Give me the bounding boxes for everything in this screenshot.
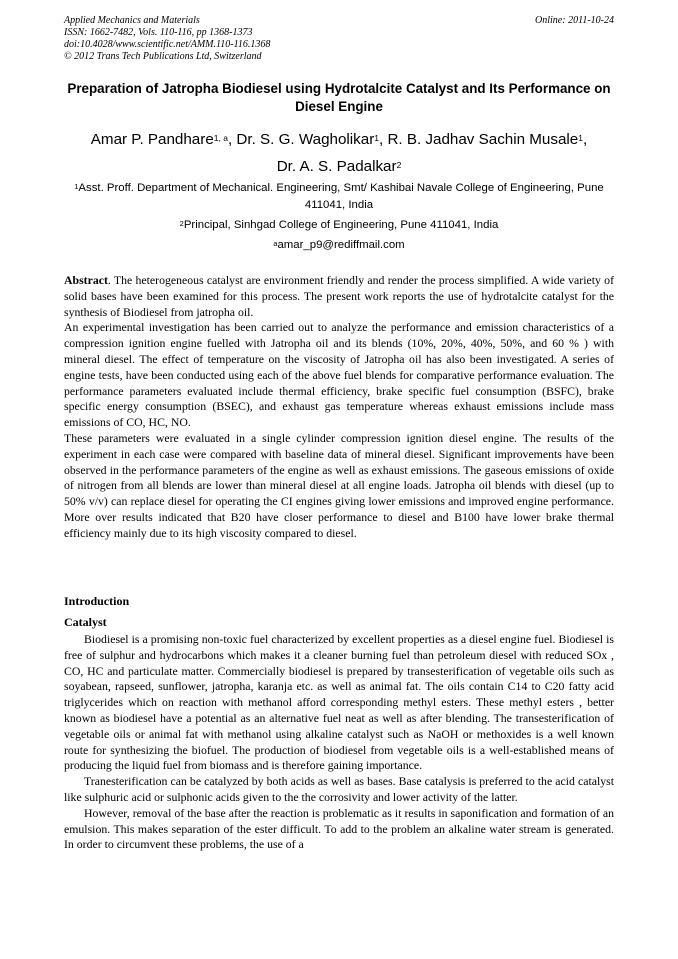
affiliation-text: Principal, Sinhgad College of Engineering, Pune 411041, India	[183, 219, 499, 231]
author-separator: ,	[379, 131, 388, 148]
author-list	[64, 127, 614, 181]
abstract-paragraph-2: An experimental investigation has been carried out to analyze the performance and emission characteristics of a compression ignition engine fuelled with Jatropha oil and its blends (10%, 20%, 40%, 50%, and 60 % ) with mineral diesel. The effect of temperature on the viscosity of Jatropha oil has also been investigated. A series of engine tests, have been conducted using each of the above fuel blends for comparative performance evaluation. The performance parameters evaluated include thermal efficiency, brake specific fuel consumption (BSFC), brake specific energy consumption (BSEC), and exhaust gas temperature whereas exhaust emissions include mass emissions of CO, HC, NO.	[64, 320, 614, 430]
author-superscript: 1	[578, 133, 583, 143]
abstract-paragraph-1	[64, 273, 614, 320]
doi-line: doi:10.4028/www.scientific.net/AMM.110-116.1368	[64, 39, 271, 50]
affiliation-1	[64, 180, 614, 213]
issn-line: ISSN: 1662-7482, Vols. 110-116, pp 1368-1373	[64, 27, 253, 38]
affiliation-text: Asst. Proff. Department of Mechanical. Engineering, Smt/ Kashibai Navale College of Engineering, Pune 411041, India	[78, 182, 604, 211]
introduction-body	[64, 632, 614, 853]
affiliation-superscript: 1	[74, 182, 79, 191]
abstract-section	[64, 273, 614, 542]
email-address: amar_p9@rediffmail.com	[277, 239, 405, 251]
author-superscript: 1, a	[213, 133, 228, 143]
abstract-paragraph-3: These parameters were evaluated in a single cylinder compression ignition diesel engine. The results of the experiment in each case were compared with baseline data of mineral diesel. Significant improvements have been observed in the performance parameters of the engine as well as exhaust emissions. The gaseous emissions of oxide of nitrogen from all blends are lower than mineral diesel at all engine loads. Jatropha oil blends with diesel (up to 50% v/v) can replace diesel for operating the CI engines giving lower emissions and improved engine performance. More over results indicated that B20 have closer performance to diesel and B100 have lower brake thermal efficiency mainly due to its high viscosity compared to diesel.	[64, 430, 614, 540]
author-name: R. B. Jadhav Sachin Musale	[387, 131, 579, 148]
subsection-heading: Catalyst	[64, 615, 107, 629]
paper-title: Preparation of Jatropha Biodiesel using Hydrotalcite Catalyst and Its Performance on Diesel Engine	[67, 81, 611, 114]
author-superscript: 1	[374, 133, 379, 143]
email-line	[64, 237, 614, 254]
online-date: Online: 2011-10-24	[535, 15, 614, 26]
abstract-label: Abstract	[64, 273, 108, 287]
abstract-text: . The heterogeneous catalyst are environment friendly and render the process simplified. A wide variety of solid bases have been examined for this process. The present work reports the use of hydrotalcite catalyst for the synthesis of Biodiesel from jatropha oil.	[64, 273, 614, 319]
author-separator: ,	[582, 131, 588, 148]
author-name: Amar P. Pandhare	[90, 131, 214, 148]
affiliation-2	[64, 217, 614, 234]
email-superscript: a	[273, 239, 278, 248]
section-heading: Introduction	[64, 594, 130, 608]
journal-header	[64, 15, 614, 63]
affiliation-superscript: 2	[179, 219, 184, 228]
author-superscript: 2	[396, 160, 402, 170]
author-separator: ,	[227, 131, 237, 148]
copyright-line: © 2012 Trans Tech Publications Ltd, Switzerland	[64, 51, 262, 62]
author-name: Dr. A. S. Padalkar	[276, 158, 397, 175]
author-name: Dr. S. G. Wagholikar	[236, 131, 375, 148]
journal-name: Applied Mechanics and Materials	[64, 15, 200, 26]
body-paragraph: Tranesterification can be catalyzed by both acids as well as bases. Base catalysis is preferred to the acid catalyst like sulphuric acid or sulphonic acids given to the the corrosivity and lower activity of the latter.	[64, 774, 614, 804]
body-paragraph: However, removal of the base after the reaction is problematic as it results in saponification and formation of an emulsion. This makes separation of the ester difficult. To add to the problem an alkaline water stream is generated. In order to circumvent these problems, the use of a	[64, 805, 614, 852]
body-paragraph: Biodiesel is a promising non-toxic fuel characterized by excellent properties as a diesel engine fuel. Biodiesel is free of sulphur and hydrocarbons which makes it a cleaner burning fuel than petroleum diesel with reduced SOx , CO, HC and particulate matter. Commercially biodiesel is prepared by transesterification of vegetable oils such as soyabean, rapseed, sunflower, jatropha, karanja etc. as well as animal fat. The oils contain C14 to C20 fatty acid triglycerides which on reaction with methanol afford corresponding methyl esters. These methyl esters , better known as biodiesel have a potential as an alternative fuel neat as well as after blending. The transesterification of vegetable oils or animal fat with methanol using alkaline catalyst such as NaOH or methoxides is a well known route for synthesizing the biofuel. The production of biodiesel from vegetable oils is a well-established means of producing the liquid fuel from biomass and is therefore gaining importance.	[64, 632, 614, 773]
